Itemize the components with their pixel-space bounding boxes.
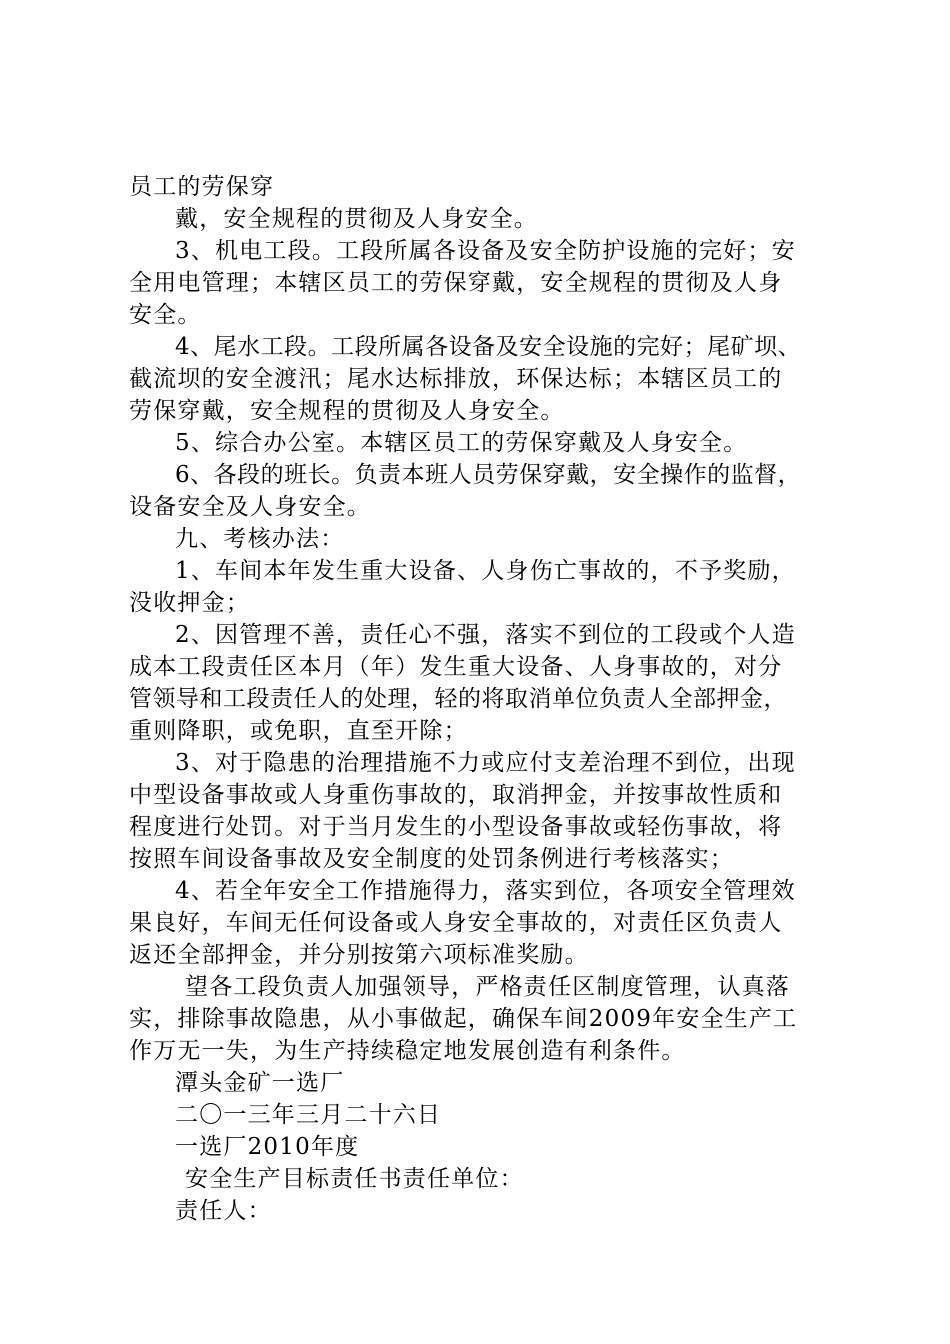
text-line-5: 安全。 [129,302,202,328]
signature-date: 二〇一三年三月二十六日 [175,1102,442,1128]
text-line-8: 劳保穿戴，安全规程的贯彻及人身安全。 [129,398,565,424]
text-line-10: 6、各段的班长。负责本班人员劳保穿戴，安全操作的监督， [175,462,802,488]
text-line-16: 成本工段责任区本月（年）发生重大设备、人身事故的，对分 [129,654,783,680]
text-line-2: 戴，安全规程的贯彻及人身安全。 [175,206,538,232]
text-line-11: 设备安全及人身安全。 [129,494,371,520]
text-line-19: 3、对于隐患的治理措施不力或应付支差治理不到位，出现 [175,750,796,776]
text-line-18: 重则降职，或免职，直至开除； [129,718,468,744]
text-line-17: 管领导和工段责任人的处理，轻的将取消单位负责人全部押金， [129,686,787,712]
text-line-22: 按照车间设备事故及安全制度的处罚条例进行考核落实； [129,846,734,872]
text-line-14: 没收押金； [129,590,250,616]
text-line-25: 返还全部押金，并分别按第六项标准奖励。 [129,942,589,968]
text-line-27: 实，排除事故隐患，从小事做起，确保车间2009年安全生产工 [129,1006,798,1032]
text-line-24: 果良好，车间无任何设备或人身安全事故的，对责任区负责人 [129,910,783,936]
text-line-3: 3、机电工段。工段所属各设备及安全防护设施的完好；安 [175,238,796,264]
text-line-7: 截流坝的安全渡汛；尾水达标排放，环保达标；本辖区员工的 [129,366,783,392]
document-title-year: 一选厂2010年度 [175,1134,360,1160]
document-body [129,171,829,1227]
text-line-28: 作万无一失，为生产持续稳定地发展创造有利条件。 [129,1038,686,1064]
text-line-15: 2、因管理不善，责任心不强，落实不到位的工段或个人造 [175,622,796,648]
text-line-1: 员工的劳保穿 [129,174,275,200]
document-title-unit: 安全生产目标责任书责任单位： [185,1166,524,1192]
text-line-9: 5、综合办公室。本辖区员工的劳保穿戴及人身安全。 [175,430,748,456]
text-line-21: 程度进行处罚。对于当月发生的小型设备事故或轻伤事故，将 [129,814,783,840]
text-line-13: 1、车间本年发生重大设备、人身伤亡事故的，不予奖励， [175,558,796,584]
section-heading: 九、考核办法： [175,526,345,552]
text-line-26: 望各工段负责人加强领导，严格责任区制度管理，认真落 [185,974,790,1000]
text-line-23: 4、若全年安全工作措施得力，落实到位，各项安全管理效 [175,878,796,904]
signature-unit: 潭头金矿一选厂 [175,1070,345,1096]
text-line-6: 4、尾水工段。工段所属各设备及安全设施的完好；尾矿坝、 [175,334,802,360]
text-line-20: 中型设备事故或人身重伤事故的，取消押金，并按事故性质和 [129,782,783,808]
responsible-person-label: 责任人： [175,1198,272,1224]
text-line-4: 全用电管理；本辖区员工的劳保穿戴，安全规程的贯彻及人身 [129,270,783,296]
